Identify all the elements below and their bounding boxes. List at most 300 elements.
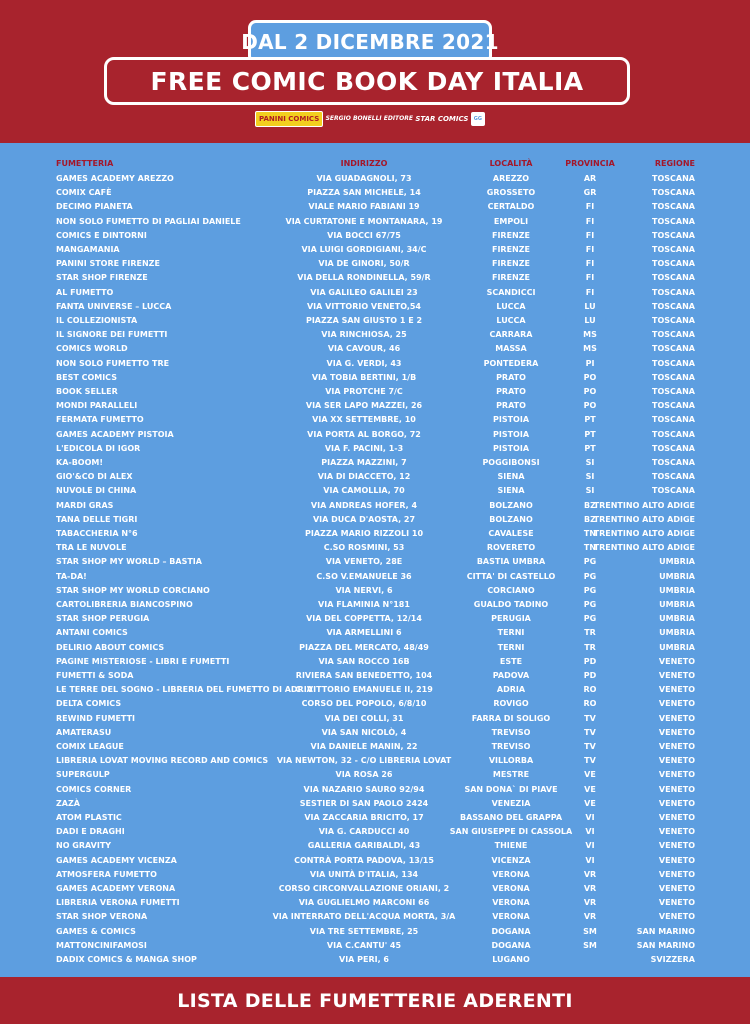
table-row (0, 811, 750, 825)
store-province: VI (585, 841, 595, 851)
store-region: VENETO (658, 912, 695, 922)
store-name: ANTANI COMICS (56, 628, 128, 638)
store-region: VENETO (658, 869, 695, 879)
store-region: UMBRIA (659, 600, 695, 609)
store-region: TOSCANA (652, 259, 695, 269)
store-province: TV (584, 756, 596, 766)
store-province: TR (584, 628, 596, 638)
store-province: FI (585, 216, 595, 226)
store-address: VIA ROSA 26 (335, 770, 393, 780)
store-region: VENETO (658, 742, 695, 751)
top-banner (0, 0, 750, 143)
table-row (0, 854, 750, 868)
store-province: PI (585, 358, 595, 368)
table-row (0, 371, 750, 385)
store-locality: TREVISO (491, 742, 531, 751)
table-row (0, 683, 750, 697)
table-row (0, 172, 750, 186)
store-address: RIVIERA SAN BENEDETTO, 104 (295, 671, 433, 680)
store-name: PANINI STORE FIRENZE (56, 259, 160, 269)
store-locality: LUCCA (496, 316, 526, 325)
table-row (0, 200, 750, 214)
store-name: ATMOSFERA FUMETTO (56, 869, 157, 879)
store-province: TN (583, 543, 597, 553)
store-address: VIA DELLA RONDINELLA, 59/R (297, 273, 431, 283)
table-row (0, 286, 750, 300)
store-name: GAMES ACADEMY VERONA (56, 884, 176, 893)
store-locality: FIRENZE (491, 230, 531, 240)
store-locality: LUGANO (492, 955, 530, 964)
store-region: TOSCANA (652, 472, 695, 482)
column-header-localita: LOCALITÀ (489, 159, 533, 168)
store-locality: VILLORBA (488, 756, 534, 766)
store-address: VIA ARMELLINI 6 (326, 628, 402, 638)
store-province: FI (585, 259, 595, 269)
table-row (0, 882, 750, 896)
store-locality: SIENA (497, 472, 525, 482)
table-row (0, 555, 750, 569)
footer-title: LISTA DELLE FUMETTERIE ADERENTI (177, 989, 573, 1012)
star-comics-logo-text: STAR COMICS (415, 115, 469, 123)
store-address: GALLERIA GARIBALDI, 43 (307, 841, 421, 851)
table-row (0, 385, 750, 399)
store-locality: SAN DONA` DI PIAVE (464, 784, 558, 794)
store-address: VIA F. PACINI, 1-3 (324, 443, 404, 453)
table-row (0, 740, 750, 754)
store-region: VENETO (658, 855, 695, 865)
store-region: VENETO (658, 770, 695, 780)
store-region: VENETO (658, 685, 695, 695)
store-region: UMBRIA (659, 585, 695, 595)
store-province: RO (583, 685, 597, 695)
table-row (0, 910, 750, 924)
store-locality: GUALDO TADINO (473, 600, 549, 609)
store-region: TOSCANA (652, 429, 695, 439)
store-address: VIA CAMOLLIA, 70 (323, 486, 405, 496)
store-locality: ADRIA (496, 685, 526, 695)
store-locality: VERONA (492, 912, 530, 922)
store-province: SI (585, 472, 595, 482)
store-locality: PRATO (496, 401, 526, 411)
store-name: TANA DELLE TIGRI (56, 514, 138, 524)
store-address: VIA CAVOUR, 46 (327, 344, 401, 354)
store-province: RO (583, 699, 597, 709)
store-name: DADI E DRAGHI (56, 827, 125, 837)
store-locality: SAN GIUSEPPE DI CASSOLA (449, 827, 573, 837)
table-row (0, 257, 750, 271)
store-address: VIA VENETO, 28E (325, 557, 403, 567)
table-row (0, 399, 750, 413)
store-locality: BOLZANO (489, 514, 533, 524)
store-province: GR (583, 188, 597, 198)
table-row (0, 186, 750, 200)
store-name: DELIRIO ABOUT COMICS (56, 642, 165, 652)
store-region: TOSCANA (652, 245, 695, 254)
table-row (0, 541, 750, 555)
store-name: STAR SHOP VERONA (56, 912, 148, 922)
store-region: TOSCANA (652, 458, 695, 467)
table-row (0, 697, 750, 711)
store-locality: FIRENZE (491, 259, 531, 269)
store-province: VI (585, 813, 595, 822)
page-title: FREE COMIC BOOK DAY ITALIA (150, 66, 584, 96)
store-province: PT (584, 429, 596, 439)
store-address: VIA TRE SETTEMBRE, 25 (309, 926, 419, 936)
table-row (0, 413, 750, 427)
store-address: VIA FLAMINIA N°181 (318, 600, 410, 609)
store-region: VENETO (658, 813, 695, 822)
store-address: VIA PERI, 6 (339, 955, 389, 964)
store-province: PG (583, 585, 597, 595)
store-name: COMICS WORLD (56, 344, 128, 354)
column-header-provincia: PROVINCIA (565, 159, 615, 168)
store-name: COMIX CAFÈ (56, 188, 112, 198)
store-province: LU (584, 316, 596, 325)
store-address: VIA DEL COPPETTA, 12/14 (306, 614, 422, 624)
store-province: SM (583, 926, 597, 936)
table-row (0, 768, 750, 782)
store-locality: SIENA (497, 486, 525, 496)
store-locality: BASTIA UMBRA (476, 557, 546, 567)
store-name: DECIMO PIANETA (56, 202, 133, 212)
store-locality: PISTOIA (492, 443, 530, 453)
store-address: VIA CURTATONE E MONTANARA, 19 (285, 216, 443, 226)
store-address: VIA INTERRATO DELL'ACQUA MORTA, 3/A (272, 912, 456, 922)
store-locality: LUCCA (496, 301, 526, 311)
store-address: PIAZZA DEL MERCATO, 48/49 (299, 642, 429, 652)
store-region: TOSCANA (652, 387, 695, 396)
store-address: CONTRÀ PORTA PADOVA, 13/15 (294, 855, 434, 865)
store-address: VIA RINCHIOSA, 25 (321, 330, 407, 340)
store-name: PAGINE MISTERIOSE - LIBRI E FUMETTI (56, 656, 230, 666)
sergio-bonelli-logo-text: SERGIO BONELLI EDITORE (325, 115, 413, 122)
store-locality: VERONA (492, 884, 530, 893)
store-province: VR (583, 912, 597, 922)
store-address: VIA NAZARIO SAURO 92/94 (303, 784, 425, 794)
store-address: VIA LUIGI GORDIGIANI, 34/C (301, 245, 427, 254)
table-row (0, 442, 750, 456)
store-name: FERMATA FUMETTO (56, 415, 144, 425)
store-locality: FIRENZE (491, 273, 531, 283)
store-province: PT (584, 415, 596, 425)
store-region: VENETO (658, 898, 695, 908)
store-address: PIAZZA SAN MICHELE, 14 (307, 188, 421, 198)
store-address: VIA PROTCHE 7/C (325, 387, 403, 396)
store-region: VENETO (658, 798, 695, 808)
store-address: VIA GALILEO GALILEI 23 (310, 287, 418, 297)
store-name: DADIX COMICS & MANGA SHOP (56, 955, 197, 964)
store-address: C.SO ROSMINI, 53 (323, 543, 405, 553)
title-banner (104, 57, 630, 105)
store-region: VENETO (658, 756, 695, 766)
store-address: VIA DEI COLLI, 31 (324, 713, 404, 723)
table-row (0, 499, 750, 513)
store-address: CORSO DEL POPOLO, 6/8/10 (301, 699, 427, 709)
store-region: TRENTINO ALTO ADIGE (593, 529, 695, 538)
store-locality: MESTRE (492, 770, 530, 780)
store-region: UMBRIA (659, 642, 695, 652)
store-address: VIA NEWTON, 32 - C/O LIBRERIA LOVAT (276, 756, 452, 766)
store-name: GAMES ACADEMY PISTOIA (56, 429, 174, 439)
store-region: TOSCANA (652, 330, 695, 340)
store-province: VI (585, 855, 595, 865)
store-locality: ROVIGO (493, 699, 529, 709)
table-row (0, 271, 750, 285)
store-locality: VICENZA (491, 855, 531, 865)
table-row (0, 868, 750, 882)
store-name: REWIND FUMETTI (56, 713, 136, 723)
store-name: COMICS E DINTORNI (56, 230, 147, 240)
store-province: FI (585, 230, 595, 240)
table-row (0, 754, 750, 768)
store-province: TV (584, 713, 596, 723)
store-region: VENETO (658, 727, 695, 737)
table-row (0, 584, 750, 598)
store-region: TOSCANA (652, 415, 695, 425)
store-region: TOSCANA (652, 230, 695, 240)
table-header (0, 157, 750, 171)
store-name: BOOK SELLER (56, 387, 118, 396)
store-province: BZ (584, 500, 596, 510)
store-name: IL SIGNORE DEI FUMETTI (56, 330, 168, 340)
table-row (0, 598, 750, 612)
store-province: SI (585, 458, 595, 467)
table-row (0, 357, 750, 371)
store-address: VIA PORTA AL BORGO, 72 (307, 429, 421, 439)
store-locality: DOGANA (491, 926, 531, 936)
store-province: MS (583, 344, 597, 354)
store-name: AMATERASU (56, 727, 112, 737)
store-name: TABACCHERIA N°6 (56, 529, 138, 538)
table-row (0, 797, 750, 811)
column-header-indirizzo: INDIRIZZO (340, 159, 388, 168)
store-province: PT (584, 443, 596, 453)
store-address: PIAZZA MARIO RIZZOLI 10 (304, 529, 424, 538)
store-address: VIA SAN ROCCO 16B (318, 656, 410, 666)
store-province: PO (583, 372, 597, 382)
store-province: VE (584, 784, 596, 794)
store-locality: MASSA (495, 344, 527, 354)
store-province: VE (584, 770, 596, 780)
table-row (0, 513, 750, 527)
store-name: GAMES & COMICS (56, 926, 136, 936)
store-name: MARDI GRAS (56, 500, 114, 510)
store-region: TOSCANA (652, 301, 695, 311)
store-name: MATTONCINIFAMOSI (56, 940, 147, 950)
store-address: VIA G. CARDUCCI 40 (318, 827, 410, 837)
store-province: FI (585, 245, 595, 254)
table-row (0, 925, 750, 939)
publisher-logos (255, 110, 485, 128)
store-name: STAR SHOP PERUGIA (56, 614, 150, 624)
table-row (0, 939, 750, 953)
store-province: VR (583, 884, 597, 893)
store-province: VE (584, 798, 596, 808)
store-locality: GROSSETO (486, 188, 536, 198)
store-locality: VENEZIA (491, 798, 531, 808)
store-province: PG (583, 557, 597, 567)
store-province: VI (585, 827, 595, 837)
table-row (0, 328, 750, 342)
store-address: SESTIER DI SAN PAOLO 2424 (299, 798, 429, 808)
store-locality: FARRA DI SOLIGO (471, 713, 551, 723)
gg-logo (471, 112, 485, 126)
store-region: TOSCANA (652, 216, 695, 226)
store-province: PD (583, 656, 597, 666)
footer-banner (0, 977, 750, 1024)
store-name: ATOM PLASTIC (56, 813, 122, 822)
store-province: SI (585, 486, 595, 496)
store-region: TOSCANA (652, 401, 695, 411)
store-locality: BASSANO DEL GRAPPA (459, 813, 563, 822)
store-locality: FIRENZE (491, 245, 531, 254)
store-region: TRENTINO ALTO ADIGE (593, 543, 695, 553)
store-province: AR (583, 174, 597, 183)
store-locality: CARRARA (489, 330, 533, 340)
store-locality: TERNI (497, 642, 525, 652)
store-region: TOSCANA (652, 188, 695, 198)
store-name: TRA LE NUVOLE (56, 543, 127, 553)
table-row (0, 953, 750, 967)
store-address: VIA UNITÀ D'ITALIA, 134 (309, 869, 419, 879)
store-name: DELTA COMICS (56, 699, 122, 709)
table-row (0, 626, 750, 640)
store-locality: VERONA (492, 898, 530, 908)
store-province: PO (583, 387, 597, 396)
store-region: UMBRIA (659, 628, 695, 638)
table-row (0, 215, 750, 229)
store-name: LIBRERIA LOVAT MOVING RECORD AND COMICS (56, 756, 269, 766)
table-row (0, 612, 750, 626)
store-name: NON SOLO FUMETTO TRE (56, 358, 170, 368)
store-address: CORSO CIRCONVALLAZIONE ORIANI, 2 (278, 884, 450, 893)
store-province: FI (585, 273, 595, 283)
table-row (0, 243, 750, 257)
store-locality: PONTEDERA (483, 358, 539, 368)
store-locality: ROVERETO (486, 543, 536, 553)
store-name: TA-DA! (56, 571, 87, 581)
store-locality: EMPOLI (493, 216, 529, 226)
column-header-fumetteria: FUMETTERIA (56, 159, 114, 168)
store-locality: CAVALESE (488, 529, 534, 538)
store-locality: THIENE (494, 841, 528, 851)
store-locality: SCANDICCI (486, 287, 536, 297)
store-locality: PERUGIA (491, 614, 531, 624)
panini-comics-logo-text: PANINI COMICS (259, 115, 320, 123)
store-address: C. VITTORIO EMANUELE II, 219 (295, 685, 433, 695)
store-region: UMBRIA (659, 571, 695, 581)
store-name: MONDI PARALLELI (56, 401, 138, 411)
store-province: PO (583, 401, 597, 411)
store-name: FANTA UNIVERSE – LUCCA (56, 301, 172, 311)
store-locality: AREZZO (492, 174, 530, 183)
table-row (0, 641, 750, 655)
store-region: UMBRIA (659, 557, 695, 567)
store-name: COMIX LEAGUE (56, 742, 124, 751)
store-region: UMBRIA (659, 614, 695, 624)
store-name: IL COLLEZIONISTA (56, 316, 138, 325)
store-region: TOSCANA (652, 486, 695, 496)
table-row (0, 839, 750, 853)
store-province: PD (583, 671, 597, 680)
table-row (0, 783, 750, 797)
store-address: PIAZZA SAN GIUSTO 1 E 2 (305, 316, 423, 325)
store-locality: TREVISO (491, 727, 531, 737)
store-region: TOSCANA (652, 273, 695, 283)
store-address: VIA DI DIACCETO, 12 (317, 472, 411, 482)
store-province: VR (583, 869, 597, 879)
store-name: MANGAMANIA (56, 245, 120, 254)
store-name: GIO'&CO DI ALEX (56, 472, 133, 482)
store-address: VIA DUCA D'AOSTA, 27 (312, 514, 416, 524)
store-locality: DOGANA (491, 940, 531, 950)
store-region: SAN MARINO (636, 940, 695, 950)
store-province: FI (585, 287, 595, 297)
store-region: TOSCANA (652, 202, 695, 212)
store-address: VIA SER LAPO MAZZEI, 26 (305, 401, 423, 411)
store-address: VIA ANDREAS HOFER, 4 (310, 500, 418, 510)
store-name: NUVOLE DI CHINA (56, 486, 137, 496)
store-locality: CITTA' DI CASTELLO (466, 571, 556, 581)
table-row (0, 896, 750, 910)
table-row (0, 527, 750, 541)
store-name: NO GRAVITY (56, 841, 112, 851)
store-address: VIA VITTORIO VENETO,54 (306, 301, 422, 311)
panini-comics-logo (255, 111, 323, 127)
store-locality: VERONA (492, 869, 530, 879)
store-region: TOSCANA (652, 344, 695, 354)
store-name: STAR SHOP MY WORLD – BASTIA (56, 557, 202, 567)
table-row (0, 456, 750, 470)
table-row (0, 669, 750, 683)
store-locality: PADOVA (492, 671, 530, 680)
store-name: FUMETTI & SODA (56, 671, 134, 680)
store-name: KA-BOOM! (56, 458, 104, 467)
store-region: TOSCANA (652, 372, 695, 382)
store-region: TRENTINO ALTO ADIGE (593, 500, 695, 510)
store-region: TOSCANA (652, 287, 695, 297)
store-province: FI (585, 202, 595, 212)
store-region: SAN MARINO (636, 926, 695, 936)
store-region: TOSCANA (652, 443, 695, 453)
store-region: VENETO (658, 784, 695, 794)
store-address: VIA GUADAGNOLI, 73 (316, 174, 412, 183)
store-region: TOSCANA (652, 316, 695, 325)
table-row (0, 712, 750, 726)
store-address: VIA ZACCARIA BRICITO, 17 (304, 813, 424, 822)
store-region: TOSCANA (652, 174, 695, 183)
store-locality: ESTE (499, 656, 523, 666)
store-name: AL FUMETTO (56, 287, 114, 297)
store-province: SM (583, 940, 597, 950)
column-header-regione: REGIONE (654, 159, 695, 168)
store-locality: BOLZANO (489, 500, 533, 510)
store-address: VIA GUGLIELMO MARCONI 66 (298, 898, 430, 908)
store-province: VR (583, 898, 597, 908)
store-name: GAMES ACADEMY VICENZA (56, 855, 177, 865)
star-comics-logo (415, 112, 468, 126)
store-address: VIA DE GINORI, 50/R (318, 259, 410, 269)
store-name: CARTOLIBRERIA BIANCOSPINO (56, 600, 193, 609)
store-locality: TERNI (497, 628, 525, 638)
store-province: MS (583, 330, 597, 340)
store-region: VENETO (658, 671, 695, 680)
store-name: SUPERGULP (56, 770, 110, 780)
store-province: LU (584, 301, 596, 311)
store-address: VIA SAN NICOLÒ, 4 (321, 727, 407, 737)
sergio-bonelli-logo (326, 112, 413, 126)
store-locality: PISTOIA (492, 429, 530, 439)
